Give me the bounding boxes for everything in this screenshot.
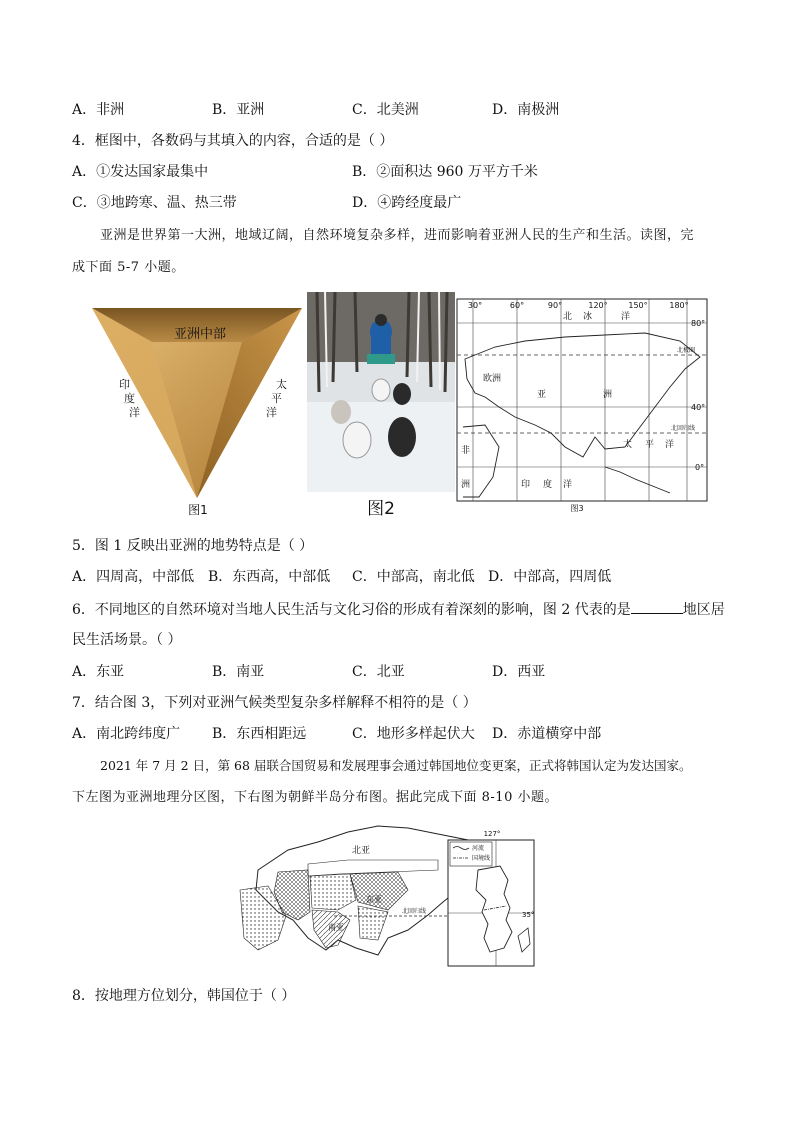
fig1-right-label-2: 平 — [271, 392, 282, 405]
q6-option-b: B．南亚 — [212, 664, 265, 680]
fig1-left-label-3: 洋 — [129, 406, 140, 419]
fig4-label-east-asia: 东亚 — [366, 895, 382, 904]
fig2-caption: 图2 — [367, 499, 395, 519]
q3-option-c: C．北美洲 — [352, 102, 419, 118]
fig3-name-8: 平 — [645, 440, 655, 450]
fig3-lat-80: 80° — [691, 319, 706, 328]
fig3-name-4: 欧洲 — [483, 374, 502, 384]
q7-option-b: B．东西相距远 — [212, 726, 307, 742]
fig3-lon-2: 60° — [509, 301, 525, 310]
fig4-legend-river: 河流 — [472, 845, 485, 852]
q3-option-d: D．南极洲 — [492, 102, 560, 118]
fig4-tropic-label: 北回归线 — [402, 908, 427, 915]
q3-option-a: A．非洲 — [72, 102, 125, 118]
fig3-name-5: 亚 — [537, 390, 547, 400]
q5-option-d: D．中部高，四周低 — [488, 569, 612, 585]
fig3-lon-5: 150° — [628, 301, 648, 310]
q6-stem-part-b: 地区居 — [682, 602, 725, 618]
q5-option-a: A．四周高，中部低 — [72, 569, 195, 585]
fig1-top-label: 亚洲中部 — [173, 327, 227, 342]
fig3-name-12: 印 — [521, 480, 531, 490]
fig1-caption: 图1 — [188, 503, 208, 517]
q6-stem-part-a: 6．不同地区的自然环境对当地人民生活与文化习俗的形成有着深刻的影响，图 2 代表的是 — [72, 602, 631, 618]
intro1-line1: 亚洲是世界第一大洲，地域辽阔，自然环境复杂多样，进而影响着亚洲人民的生产和生活。读图，完 — [100, 228, 695, 243]
fig3-lon-4: 120° — [588, 301, 608, 310]
q6-option-c: C．北亚 — [352, 664, 405, 680]
fig1-left-label-2: 度 — [124, 392, 135, 405]
fig3-name-13: 度 — [543, 480, 553, 490]
fig4-label-south-asia: 南亚 — [328, 923, 344, 932]
q4-option-d: D．④跨经度最广 — [352, 195, 462, 211]
intro1-line2: 成下面 5-7 小题。 — [72, 260, 185, 275]
fig3-caption: 图3 — [570, 504, 584, 513]
fig3-name-10: 非 — [461, 446, 471, 456]
fig3-lon-1: 30° — [467, 301, 483, 310]
q4-option-b: B．②面积达 960 万平方千米 — [352, 164, 538, 180]
fig1-right-label-1: 太 — [276, 378, 287, 391]
intro2-line2: 下左图为亚洲地理分区图，下右图为朝鲜半岛分布图。据此完成下面 8-10 小题。 — [72, 790, 558, 805]
figure-3-map — [455, 297, 709, 515]
fig3-lat-0: 0° — [695, 463, 705, 472]
fig1-right-label-3: 洋 — [266, 406, 277, 419]
fig3-arctic-circle: 北极圈 — [677, 347, 696, 354]
fig4-label-north-asia: 北亚 — [352, 846, 371, 856]
fig3-name-14: 洋 — [563, 480, 573, 490]
fig3-lon-6: 180° — [669, 301, 689, 310]
figure-2-photo — [307, 292, 455, 520]
fig3-lon-3: 90° — [547, 301, 563, 310]
q5-option-b: B．东西高，中部低 — [208, 569, 331, 585]
q7-option-a: A．南北跨纬度广 — [72, 726, 181, 742]
fig3-name-3: 洋 — [621, 312, 631, 322]
q7-option-d: D．赤道横穿中部 — [492, 726, 602, 742]
fig4-legend-border: 国境线 — [472, 855, 491, 862]
q4-option-a: A．①发达国家最集中 — [72, 164, 209, 180]
q7-stem: 7．结合图 3，下列对亚洲气候类型复杂多样解释不相符的是（ ） — [72, 695, 477, 711]
q3-option-b: B．亚洲 — [212, 102, 265, 118]
figure-4-maps — [238, 820, 540, 972]
fig3-name-11: 洲 — [461, 480, 471, 490]
q4-stem: 4．框图中，各数码与其填入的内容，合适的是（ ） — [72, 133, 394, 149]
q4-option-c: C．③地跨寒、温、热三带 — [72, 195, 237, 211]
fig3-name-2: 冰 — [583, 312, 593, 322]
fig3-name-1: 北 — [563, 312, 573, 322]
q6-stem-line1 — [72, 599, 725, 620]
fig4-lon-label: 127° — [483, 830, 501, 838]
q6-option-a: A．东亚 — [72, 664, 125, 680]
fig3-name-9: 洋 — [665, 440, 675, 450]
q6-stem-line2: 民生活场景。（ ） — [72, 632, 182, 648]
q5-stem: 5．图 1 反映出亚洲的地势特点是（ ） — [72, 538, 314, 554]
fig3-lat-40: 40° — [691, 403, 706, 412]
fig3-tropic: 北回归线 — [671, 425, 696, 432]
fig1-left-label-1: 印 — [119, 378, 130, 391]
fig4-lat-label: 35° — [522, 911, 535, 919]
figure-1-pyramid — [86, 302, 308, 520]
fig3-name-6: 洲 — [603, 390, 613, 400]
fig3-name-7: 太 — [623, 440, 633, 450]
q6-option-d: D．西亚 — [492, 664, 546, 680]
q5-option-c: C．中部高，南北低 — [352, 569, 475, 585]
intro2-line1: 2021 年 7 月 2 日，第 68 届联合国贸易和发展理事会通过韩国地位变更案，正式将韩国认定为发达国家。 — [100, 758, 692, 773]
q8-stem: 8．按地理方位划分，韩国位于（ ） — [72, 988, 296, 1004]
q7-option-c: C．地形多样起伏大 — [352, 726, 475, 742]
q6-blank — [631, 599, 683, 614]
